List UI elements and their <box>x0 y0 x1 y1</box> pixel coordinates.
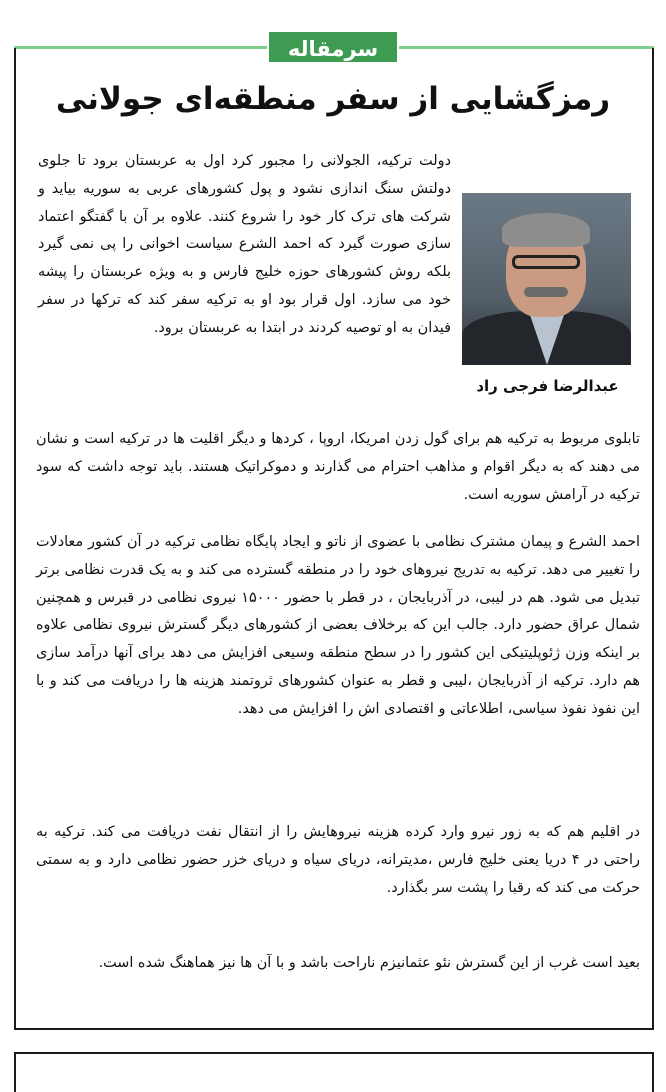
next-article-frame <box>14 1052 654 1092</box>
paragraph-1: تابلوی مربوط به ترکیه هم برای گول زدن امریکا، اروپا ، کردها و دیگر اقلیت ها در ترکیه است و نشان می دهند که به دیگر اقوام و مذاهب احترام می گذارند و دموکراتیک هستند. باید توجه داشت که سود ترکیه در آرامش سوریه است. <box>36 431 640 503</box>
paragraph-intro: دولت ترکیه، الجولانی را مجبور کرد اول به عربستان برود تا جلوی دولتش سنگ اندازی نشود و پول کشورهای عربی به سوریه بیاید و شرکت های ترک کار خود را شروع کنند. علاوه بر آن با گفتگو اعتماد سازی صورت گیرد که احمد الشرع سیاست اخوانی را پی نمی گیرد بلکه روش کشورهای حوزه خلیج فارس و به ویژه عربستان را پیشه خود می سازد. اول قرار بود او به ترکیه سفر کند که ترکها در سفر فیدان به او توصیه کردند در ابتدا به عربستان برود. <box>38 153 451 336</box>
author-photo <box>462 193 631 365</box>
photo-hair-shape <box>502 213 590 247</box>
paragraph-4: بعید است غرب از این گسترش نئو عثمانیزم ناراحت باشد و با آن ها نیز هماهنگ شده است. <box>98 955 640 971</box>
paragraph-3: در اقلیم هم که به زور نیرو وارد کرده هزینه نیروهایش را از انتقال نفت دریافت می کند. ترکیه به راحتی در ۴ دریا یعنی خلیج فارس ،مدیترانه، دریای سیاه و دریای خزر حضور نظامی دارد و به سمتی حرکت می کند که رقبا را پشت سر بگذارد. <box>36 824 640 896</box>
article-headline: رمزگشایی از سفر منطقه‌ای جولانی <box>55 81 611 117</box>
section-label: سرمقاله <box>267 30 399 64</box>
paragraph-2: احمد الشرع و پیمان مشترک نظامی با عضوی از ناتو و ایجاد پایگاه نظامی ترکیه در آن کشور معادلات را تغییر می دهد. ترکیه به تدریج نیروهای خود را در منطقه گسترده می کند و به یک قدرت نظامی برتر تبدیل می شود. هم در لیبی، در آذربایجان ، در قطر با حضور ۱۵۰۰۰ نیروی نظامی در قبرس و همچنین شمال عراق حضور دارد. جالب این که برخلاف بعضی از کشورهای دیگر گسترش نیروی نظامی علاوه بر اینکه وزن ژئوپلیتیکی این کشور را در سطح منطقه وسیعی افزایش می دهد برای آنها درآمد سازی هم دارد. ترکیه از آذربایجان ،لیبی و قطر به عنوان کشورهای ثروتمند هزینه ها را دریافت می کند و با این نفوذ نفوذ سیاسی، اطلاعاتی و اقتصادی اش را افزایش می دهد. <box>36 534 641 717</box>
author-name: عبدالرضا فرجی راد <box>476 377 619 395</box>
photo-glasses-shape <box>512 255 580 269</box>
photo-mustache-shape <box>524 287 568 297</box>
